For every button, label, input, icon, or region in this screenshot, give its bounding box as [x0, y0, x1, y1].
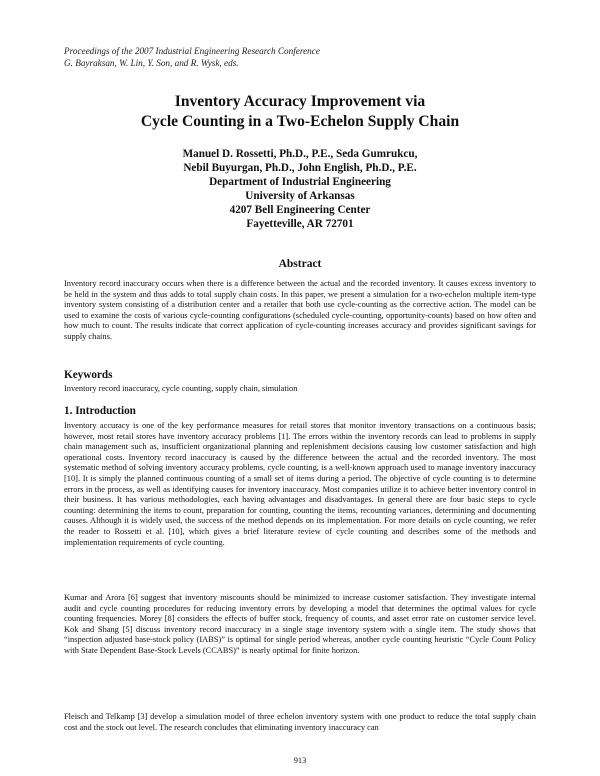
address-city: Fayetteville, AR 72701: [246, 218, 354, 231]
keywords-heading: Keywords: [64, 369, 113, 381]
authors-line-2: Nebil Buyurgan, Ph.D., John English, Ph.D., P.E.: [183, 162, 417, 175]
proceedings-line-2: G. Bayraksan, W. Lin, Y. Son, and R. Wysk, eds.: [64, 58, 239, 68]
title-line-1: Inventory Accuracy Improvement via: [174, 93, 426, 110]
intro-paragraph-1: Inventory accuracy is one of the key performance measures for retail stores that monitor inventory transactions on a continuous basis; however, most retail stores have inventory accuracy problems [1]. The errors within the inventory records can lead to problems in supply chain management such as, insufficient organizational planning and replenishment decisions causing low customer satisfaction and high operational costs. Inventory record inaccuracy is caused by the difference between the actual and the recorded inventory. The most systematic method of solving inventory accuracy problems, cycle counting, is a well-known approach used to manage inventory inaccuracy [10]. It is simply the planned continuous counting of a small set of items during a period. The objective of cycle counting is to determine errors in the process, as well as identifying causes for inventory inaccuracy. Most companies utilize it to achieve better inventory control in their business. It has various methodologies, each having advantages and disadvantages. In general there are four basic steps to cycle counting: determining the items to count, preparation for counting, counting the items, recounting variances, determining and documenting causes. Although it is widely used, the success of the method depends on its implementation. For more details on cycle counting, we refer the reader to Rossetti et al. [10], which gives a brief literature review of cycle counting and describes some of the methods and implementation requirements of cycle counting.: [64, 421, 536, 547]
author-block: [60, 147, 540, 232]
abstract-heading: Abstract: [278, 258, 322, 270]
title-line-2: Cycle Counting in a Two-Echelon Supply Chain: [140, 113, 460, 130]
introduction-heading: 1. Introduction: [64, 405, 136, 417]
proceedings-header: [64, 45, 534, 69]
address-street: 4207 Bell Engineering Center: [229, 204, 371, 217]
abstract-text: Inventory record inaccuracy occurs when there is a difference between the actual and the recorded inventory. It causes excess inventory to be held in the system and thus adds to total supply chain costs. In this paper, we present a simulation for a two-echelon multiple item-type inventory system consisting of a distribution center and a retailer that both use cycle-counting as the corrective action. The model can be used to examine the costs of various cycle-counting configurations (scheduled cycle-counting, opportunity-counts) based on how often and how much to count. The results indicate that correct application of cycle-counting increases accuracy and provides significant savings for supply chains.: [64, 279, 536, 341]
page-number: 913: [293, 756, 307, 765]
intro-paragraph-3: Fleisch and Telkamp [3] develop a simulation model of three echelon inventory system with one product to reduce the total supply chain cost and the stock out level. The research concludes that eliminating inventory inaccuracy can: [64, 712, 536, 732]
proceedings-line-1: Proceedings of the 2007 Industrial Engineering Research Conference: [64, 46, 320, 56]
university: University of Arkansas: [245, 190, 355, 203]
intro-paragraph-2: Kumar and Arora [6] suggest that inventory miscounts should be minimized to increase customer satisfaction. They investigate internal audit and cycle counting procedures for reducing inventory errors by developing a model that determines the optimal values for cycle counting frequencies. Morey [8] considers the effects of buffer stock, frequency of counts, and asset error rate on customer service level. Kok and Shang [5] discuss inventory record inaccuracy in a single stage inventory system with a single item. The study shows that “inspection adjusted base-stock policy (IABS)” is optimal for single period whereas, another cycle counting heuristic “Cycle Count Policy with State Dependent Base-Stock Levels (CCABS)” is nearly optimal for finite horizon.: [64, 593, 536, 655]
paper-title: [60, 92, 540, 132]
keywords-text: Inventory record inaccuracy, cycle counting, supply chain, simulation: [64, 384, 298, 393]
authors-line-1: Manuel D. Rossetti, Ph.D., P.E., Seda Gumrukcu,: [182, 148, 418, 160]
department: Department of Industrial Engineering: [209, 176, 391, 189]
